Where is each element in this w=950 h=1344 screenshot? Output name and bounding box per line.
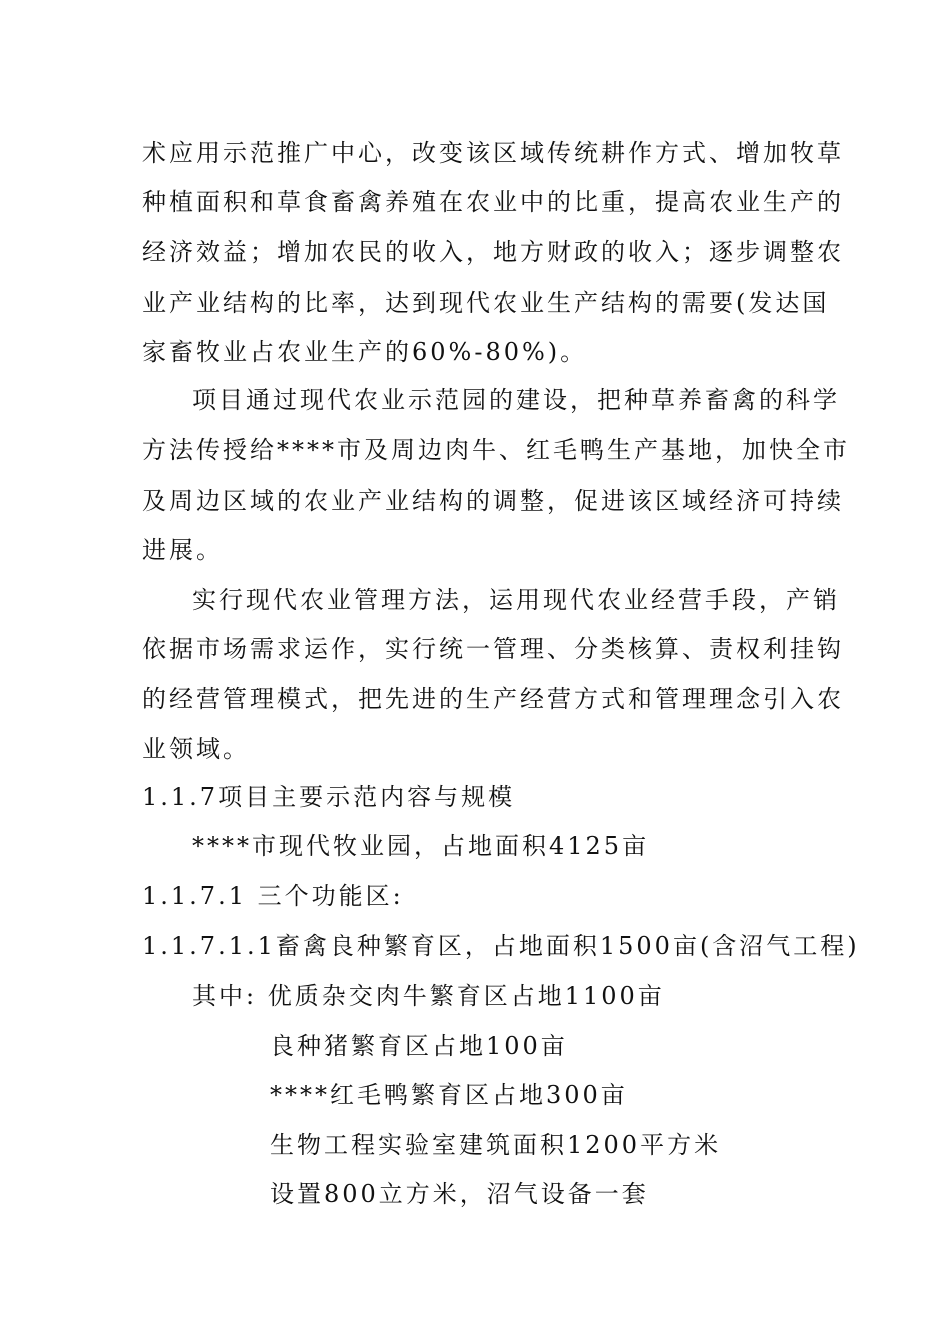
paragraph-line: 项目通过现代农业示范园的建设，把种草养畜禽的科学 [192,386,840,414]
paragraph-line: 业领域。 [142,735,250,763]
paragraph-line: 经济效益；增加农民的收入，地方财政的收入；逐步调整农 [142,238,844,266]
paragraph-line: 实行现代农业管理方法，运用现代农业经营手段，产销 [192,586,840,614]
paragraph-line: ****市现代牧业园，占地面积4125亩 [192,832,650,860]
list-item: ****红毛鸭繁育区占地300亩 [270,1081,628,1109]
paragraph-line: 家畜牧业占农业生产的60%-80%)。 [142,338,588,366]
paragraph-line: 的经营管理模式，把先进的生产经营方式和管理理念引入农 [142,685,844,713]
list-item: 其中: 优质杂交肉牛繁育区占地1100亩 [192,982,665,1010]
paragraph-line: 依据市场需求运作，实行统一管理、分类核算、责权利挂钩 [142,635,844,663]
paragraph-line: 业产业结构的比率，达到现代农业生产结构的需要(发达国 [142,289,830,317]
paragraph-line: 及周边区域的农业产业结构的调整，促进该区域经济可持续 [142,487,844,515]
section-heading: 1.1.7项目主要示范内容与规模 [142,783,516,811]
paragraph-line: 种植面积和草食畜禽养殖在农业中的比重，提高农业生产的 [142,188,844,216]
list-item: 良种猪繁育区占地100亩 [270,1032,568,1060]
paragraph-line: 术应用示范推广中心，改变该区域传统耕作方式、增加牧草 [142,139,844,167]
section-heading: 1.1.7.1 三个功能区: [142,882,404,910]
list-item: 设置800立方米，沼气设备一套 [270,1180,649,1208]
list-item: 生物工程实验室建筑面积1200平方米 [270,1131,722,1159]
paragraph-line: 进展。 [142,536,223,564]
section-heading: 1.1.7.1.1畜禽良种繁育区，占地面积1500亩(含沼气工程) [142,932,860,960]
paragraph-line: 方法传授给****市及周边肉牛、红毛鸭生产基地，加快全市 [142,436,850,464]
